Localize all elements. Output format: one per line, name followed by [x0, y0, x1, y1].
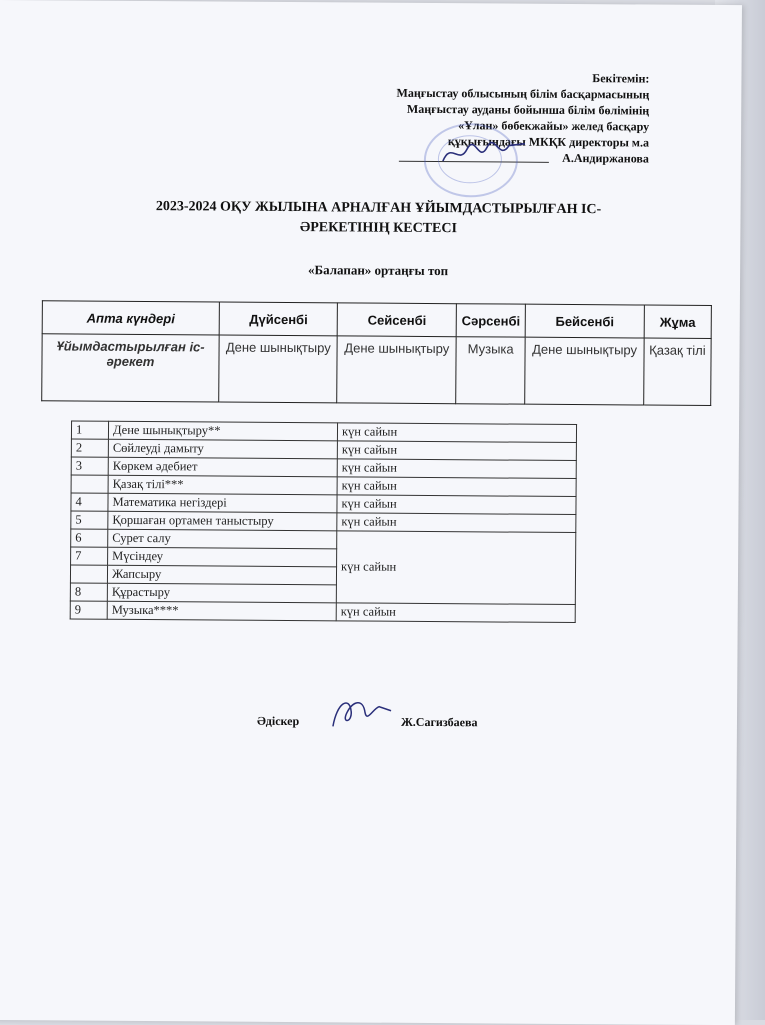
- row-label: Ұйымдастырылған іс-әрекет: [42, 334, 219, 402]
- activity-name: Сурет салу: [108, 529, 337, 549]
- row-number: 6: [71, 529, 108, 547]
- activity-name: Математика негіздері: [108, 493, 337, 513]
- schedule-row: [42, 334, 711, 406]
- friday-activity: Қазақ тілі: [643, 338, 711, 405]
- thursday-activity: Дене шынықтыру: [525, 337, 644, 405]
- row-number: 5: [71, 511, 108, 529]
- activity-frequency: күн сайын: [337, 495, 576, 515]
- approval-line: Маңғыстау облысының білім басқармасының: [396, 85, 650, 102]
- row-number: 8: [70, 583, 107, 601]
- header-thursday: Бейсенбі: [525, 304, 644, 338]
- methodologist-signature-icon: [327, 692, 397, 732]
- activity-name: Қоршаған ортамен таныстыру: [108, 511, 337, 531]
- row-number: 9: [70, 601, 107, 619]
- activity-frequency-table: [70, 421, 577, 624]
- approval-line: Бекітемін:: [592, 71, 650, 86]
- row-number: 2: [71, 439, 108, 457]
- group-subtitle: «Балапан» ортаңғы топ: [307, 262, 449, 279]
- title-line-1: 2023-2024 ОҚУ ЖЫЛЫНА АРНАЛҒАН ҰЙЫМДАСТЫРЫЛҒАН ІС-: [155, 199, 602, 218]
- activity-name: Музыка****: [107, 601, 336, 621]
- activity-frequency: күн сайын: [337, 459, 576, 479]
- activity-frequency: күн сайын: [337, 513, 576, 533]
- activity-frequency: күн сайын: [336, 603, 575, 623]
- row-number: [71, 475, 108, 493]
- activity-name: Мүсіндеу: [108, 547, 337, 567]
- tuesday-activity: Дене шынықтыру: [337, 336, 456, 404]
- row-number: 1: [71, 421, 108, 439]
- methodologist-role: Әдіскер: [256, 713, 300, 729]
- methodologist-name: Ж.Сагизбаева: [400, 714, 478, 730]
- row-number: 7: [71, 547, 108, 565]
- table-row: [70, 601, 575, 623]
- row-number: 4: [71, 493, 108, 511]
- header-monday: Дүйсенбі: [219, 302, 338, 336]
- approval-line: «Ұлан» бөбекжайы» желед басқару: [458, 118, 650, 134]
- row-number: [70, 565, 107, 583]
- activity-name: Құрастыру: [107, 583, 336, 603]
- title-line-2: ӘРЕКЕТІНІҢ КЕСТЕСІ: [299, 220, 457, 237]
- wednesday-activity: Музыка: [456, 337, 526, 404]
- activity-frequency: күн сайын: [337, 423, 576, 443]
- activity-frequency-merged: күн сайын: [336, 531, 575, 605]
- schedule-header-row: [42, 301, 711, 339]
- header-friday: Жұма: [644, 305, 711, 338]
- monday-activity: Дене шынықтыру: [219, 335, 338, 403]
- activity-frequency: күн сайын: [337, 441, 576, 461]
- document-title: [58, 196, 698, 240]
- activity-name: Сөйлеуді дамыту: [108, 439, 337, 459]
- header-weekdays: Апта күндері: [42, 301, 219, 335]
- approval-signer: А.Андиржанова: [562, 150, 649, 166]
- weekly-schedule-table: [41, 300, 712, 406]
- approval-line: құқығындағы МКҚК директоры м.а: [447, 134, 650, 150]
- activity-name: Жапсыру: [107, 565, 336, 585]
- approval-line: Маңғыстау ауданы бойынша білім бөлімінің: [406, 101, 650, 118]
- header-wednesday: Сәрсенбі: [456, 304, 526, 337]
- row-number: 3: [71, 457, 108, 475]
- activity-name: Дене шынықтыру**: [108, 421, 337, 441]
- activity-frequency: күн сайын: [337, 477, 576, 497]
- activity-name: Көркем әдебиет: [108, 457, 337, 477]
- header-tuesday: Сейсенбі: [338, 303, 457, 337]
- activity-name: Қазақ тілі***: [108, 475, 337, 495]
- director-signature-icon: [439, 135, 529, 172]
